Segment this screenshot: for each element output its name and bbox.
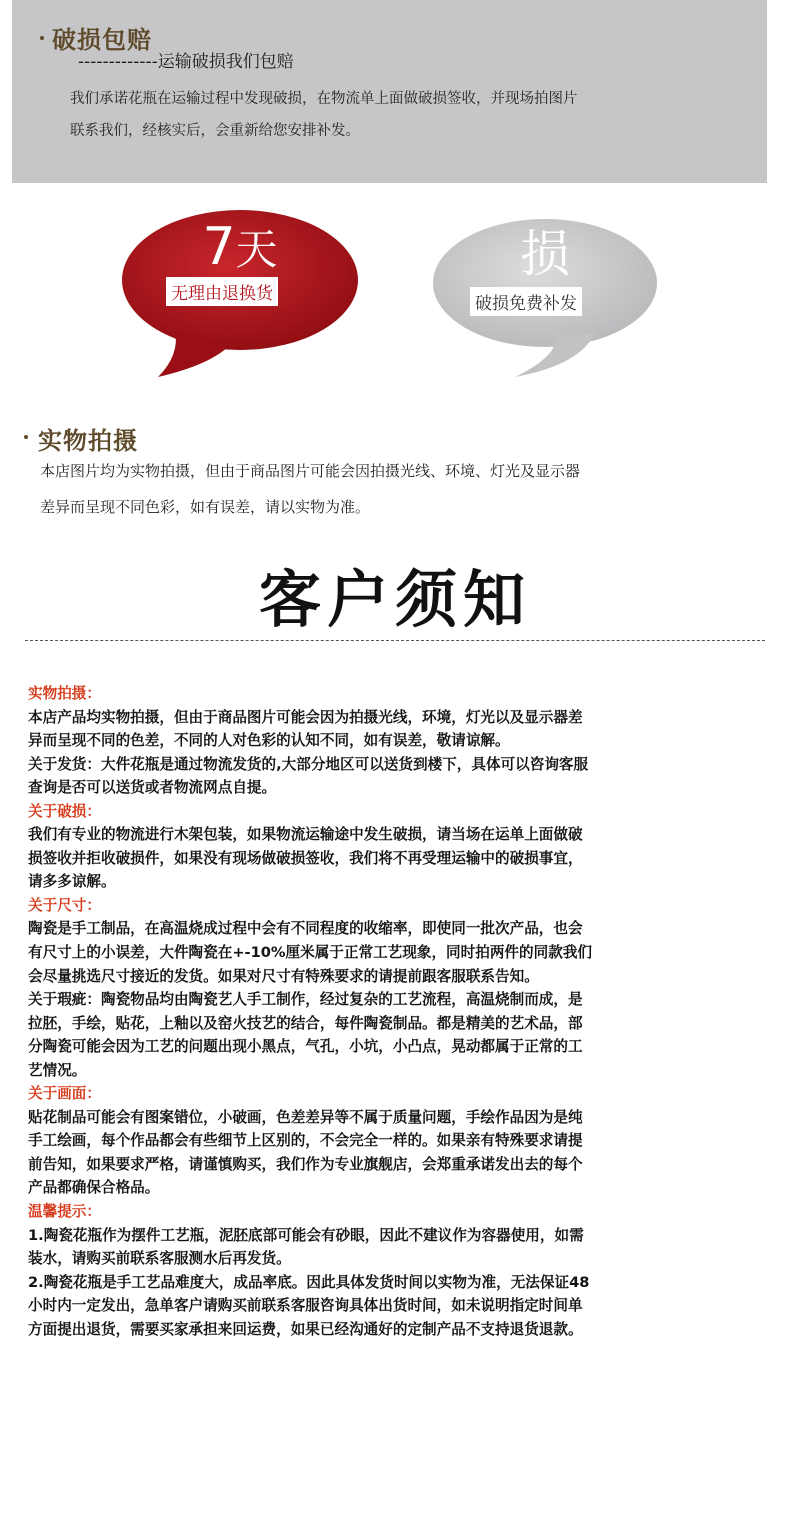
body-line: 我们有专业的物流进行木架包装，如果物流运输途中发生破损，请当场在运单上面做破	[28, 826, 583, 844]
real-shot-line-1: 本店图片均为实物拍摄，但由于商品图片可能会因拍摄光线、环境、灯光及显示器	[40, 462, 581, 480]
body-line: 贴花制品可能会有图案错位，小破画，色差差异等不属于质量问题，手绘作品因为是纯	[28, 1108, 583, 1126]
banner-subtitle-dashes: -------------	[78, 52, 158, 72]
seven-day-heading	[120, 217, 360, 277]
seven-day-return-badge	[120, 205, 360, 380]
banner-title-text: 破损包赔	[52, 25, 152, 54]
body-line: 方面提出退货，需要买家承担来回运费，如果已经沟通好的定制产品不支持退货退款。	[28, 1320, 583, 1338]
body-line: 损签收并拒收破损件，如果没有现场做破损签收，我们将不再受理运输中的破损事宜，	[28, 849, 583, 867]
body-line: 会尽量挑选尺寸接近的发货。如果对尺寸有特殊要求的请提前跟客服联系告知。	[28, 967, 539, 985]
dashed-divider	[25, 640, 765, 641]
body-line: 2.陶瓷花瓶是手工艺品难度大，成品率底。因此具体发货时间以实物为准，无法保证48	[28, 1273, 590, 1291]
section-heading: 关于画面：	[28, 1085, 101, 1103]
body-line: 装水，请购买前联系客服测水后再发货。	[28, 1250, 291, 1268]
body-line: 关于发货：大件花瓶是通过物流发货的,大部分地区可以送货到楼下，具体可以咨询客服	[28, 755, 589, 773]
banner-subtitle-text: 运输破损我们包赔	[157, 52, 294, 72]
section-heading: 实物拍摄：	[28, 685, 101, 702]
seven-day-unit: 天	[235, 225, 278, 274]
damage-heading: 损	[520, 225, 570, 283]
body-line: 拉胚，手绘，贴花，上釉以及窑火技艺的结合，每件陶瓷制品。都是精美的艺术品，部	[28, 1014, 583, 1032]
seven-day-label: 无理由退换货	[166, 277, 278, 306]
bullet-dot-icon	[40, 36, 44, 40]
seven-day-number: 7	[202, 217, 236, 277]
body-line: 产品都确保合格品。	[28, 1179, 160, 1197]
notice-body	[28, 682, 773, 1341]
banner-text-line-2: 联系我们，经核实后，会重新给您安排补发。	[70, 123, 360, 139]
body-line: 查询是否可以送货或者物流网点自提。	[28, 779, 277, 797]
body-line: 关于瑕疵：陶瓷物品均由陶瓷艺人手工制作，经过复杂的工艺流程，高温烧制而成，是	[28, 991, 583, 1009]
body-line: 分陶瓷可能会因为工艺的问题出现小黑点，气孔，小坑，小凸点，晃动都属于正常的工	[28, 1038, 583, 1056]
damage-label: 破损免费补发	[470, 287, 582, 316]
banner-subtitle	[78, 47, 294, 72]
body-line: 有尺寸上的小误差，大件陶瓷在+-10%厘米属于正常工艺现象，同时拍两件的同款我们	[28, 944, 593, 962]
section-heading: 关于破损：	[28, 802, 101, 820]
body-line: 1.陶瓷花瓶作为摆件工艺瓶，泥胚底部可能会有砂眼，因此不建议作为容器使用，如需	[28, 1226, 584, 1244]
real-shot-title-text: 实物拍摄	[38, 426, 138, 455]
body-line: 陶瓷是手工制品，在高温烧成过程中会有不同程度的收缩率，即使同一批次产品，也会	[28, 920, 583, 938]
body-line: 请多多谅解。	[28, 873, 116, 891]
body-line: 小时内一定发出，急单客户请购买前联系客服咨询具体出货时间，如未说明指定时间单	[28, 1297, 583, 1315]
customer-notice-title: 客户须知	[258, 563, 531, 636]
real-shot-line-2: 差异而呈现不同色彩，如有误差，请以实物为准。	[40, 498, 371, 516]
body-line: 本店产品均实物拍摄，但由于商品图片可能会因为拍摄光线，环境，灯光以及显示器差	[28, 708, 583, 726]
body-line: 前告知，如果要求严格，请谨慎购买，我们作为专业旗舰店，会郑重承诺发出去的每个	[28, 1155, 583, 1173]
banner-text-line-1: 我们承诺花瓶在运输过程中发现破损，在物流单上面做破损签收，并现场拍图片	[70, 91, 578, 107]
bullet-dot-icon	[24, 435, 28, 439]
body-line: 异而呈现不同的色差，不同的人对色彩的认知不同，如有误差，敬请谅解。	[28, 732, 510, 750]
body-line: 手工绘画，每个作品都会有些细节上区别的，不会完全一样的。如果亲有特殊要求请提	[28, 1132, 583, 1150]
real-shot-title	[38, 421, 138, 456]
section-heading: 关于尺寸：	[28, 896, 101, 914]
damage-guarantee-banner	[12, 0, 767, 183]
body-line: 艺情况。	[28, 1061, 87, 1079]
section-heading: 温馨提示：	[28, 1203, 101, 1221]
damage-replacement-badge	[430, 215, 660, 380]
